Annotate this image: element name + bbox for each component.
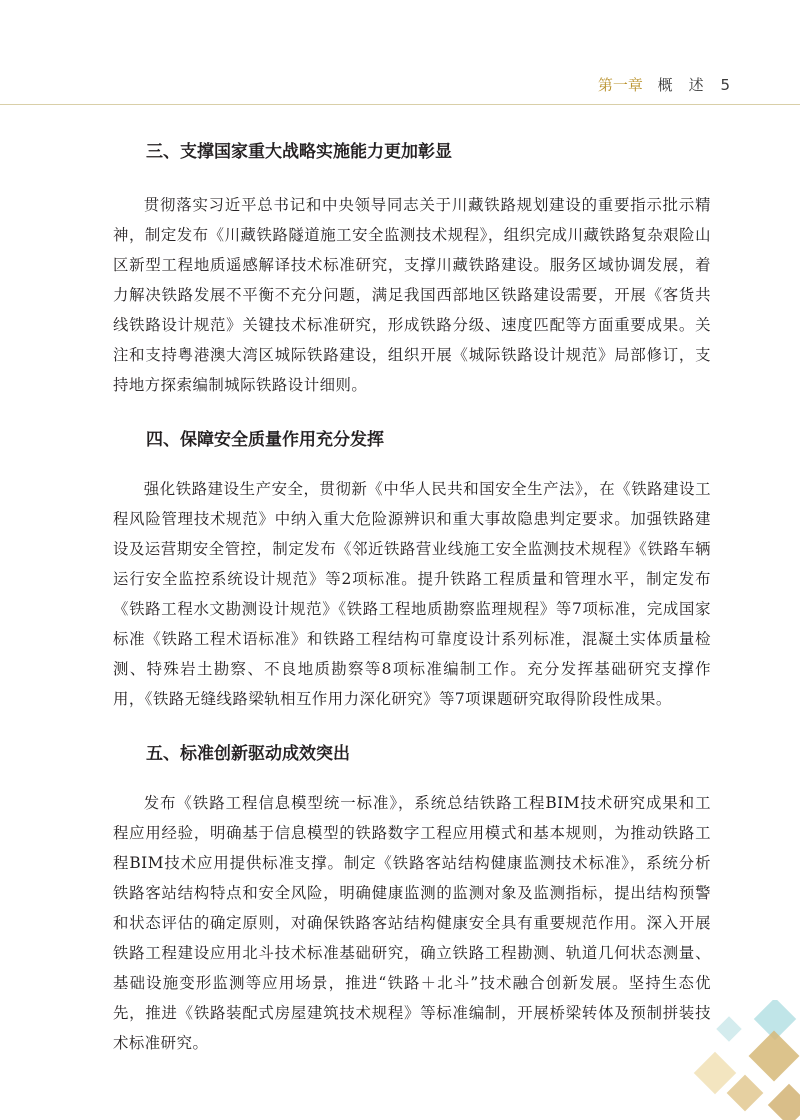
section-label: 概述 [657,76,720,94]
page-body [113,138,711,1058]
section-heading-4: 四、保障安全质量作用充分发挥 [146,430,384,450]
corner-diamond-decoration [690,1000,800,1120]
section-paragraph-5: 发布《铁路工程信息模型统一标准》，系统总结铁路工程BIM技术研究成果和工程应用经验，明确基于信息模型的铁路数字工程应用模式和基本规则，为推动铁路工程BIM技术应用提供标准支撑。制定《铁路客站结构健康监测技术标准》，系统分析铁路客站结构特点和安全风险，明确健康监测的监测对象及监测指标，提出结构预警和状态评估的确定原则，对确保铁路客站结构健康安全具有重要规范作用。深入开展铁路工程建设应用北斗技术标准基础研究，确立铁路工程勘测、轨道几何状态测量、基础设施变形监测等应用场景，推进“铁路＋北斗”技术融合创新发展。坚持生态优先，推进《铁路装配式房屋建筑技术规程》等标准编制，开展桥梁转体及预制拼装技术标准研究。 [113,794,711,1052]
section-paragraph-3: 贯彻落实习近平总书记和中央领导同志关于川藏铁路规划建设的重要指示批示精神，制定发布《川藏铁路隧道施工安全监测技术规程》，组织完成川藏铁路复杂艰险山区新型工程地质遥感解译技术标准研究，支撑川藏铁路建设。服务区域协调发展，着力解决铁路发展不平衡不充分问题，满足我国西部地区铁路建设需要，开展《客货共线铁路设计规范》关键技术标准研究，形成铁路分级、速度匹配等方面重要成果。关注和支持粤港澳大湾区城际铁路建设，组织开展《城际铁路设计规范》局部修订，支持地方探索编制城际铁路设计细则。 [113,196,711,394]
section-heading-5: 五、标准创新驱动成效突出 [146,744,350,764]
diamond-gold-bottom [768,1084,800,1120]
diamond-gold-small [727,1075,764,1112]
page-number: 5 [720,76,730,94]
section-paragraph-4: 强化铁路建设生产安全，贯彻新《中华人民共和国安全生产法》，在《铁路建设工程风险管理技术规范》中纳入重大危险源辨识和重大事故隐患判定要求。加强铁路建设及运营期安全管控，制定发布《邻近铁路营业线施工安全监测技术规程》《铁路车辆运行安全监控系统设计规范》等2项标准。提升铁路工程质量和管理水平，制定发布《铁路工程水文勘测设计规范》《铁路工程地质勘察监理规程》等7项标准，完成国家标准《铁路工程术语标准》和铁路工程结构可靠度设计系列标准，混凝土实体质量检测、特殊岩土勘察、不良地质勘察等8项标准编制工作。充分发挥基础研究支撑作用，《铁路无缝线路梁轨相互作用力深化研究》等7项课题研究取得阶段性成果。 [113,480,711,708]
header-divider [0,104,800,105]
diamond-gold-large [749,1031,800,1082]
running-header [598,74,730,95]
chapter-label: 第一章 [597,76,643,94]
diamond-teal-small [716,1016,741,1041]
section-heading-3: 三、支撑国家重大战略实施能力更加彰显 [146,142,452,162]
